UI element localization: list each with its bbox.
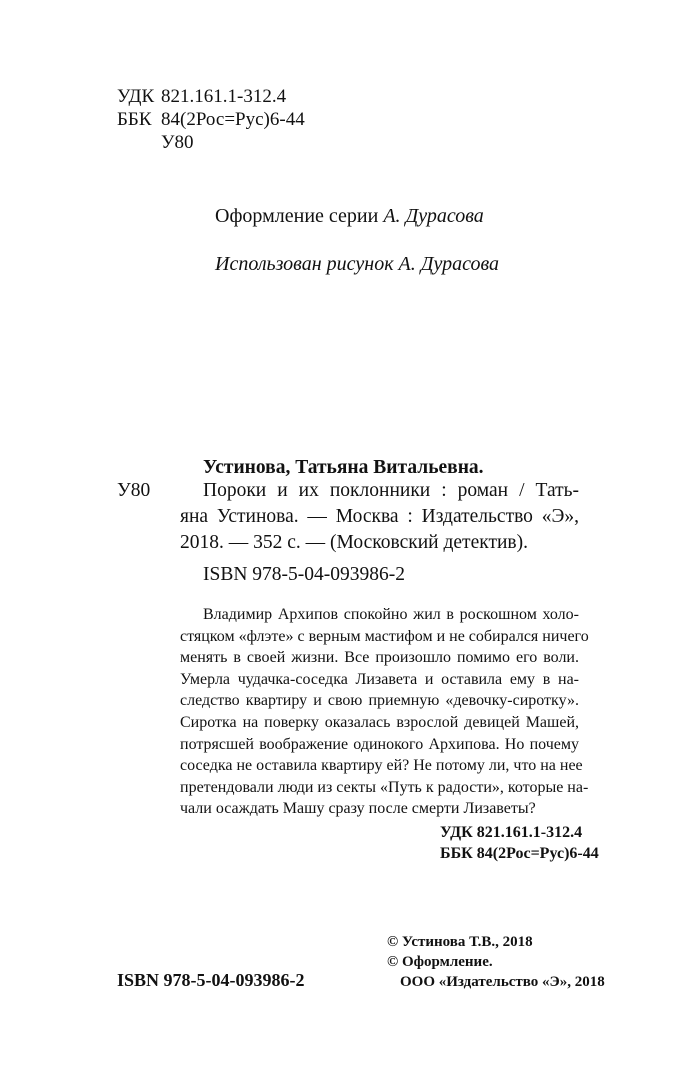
copyright-author: © Устинова Т.В., 2018 [387, 934, 533, 950]
copyright-design: © Оформление. [387, 954, 493, 970]
annotation-line: претендовали люди из секты «Путь к радости», которые на- [180, 778, 589, 796]
drawing-credit: Использован рисунок А. Дурасова [215, 253, 500, 275]
udk-label: УДК [117, 86, 155, 107]
annotation-line: Сиротка на поверку оказалась взрослой девицей Машей, [180, 714, 579, 731]
annotation-line: следство квартиру и свою приемную «девочку-сиротку». [180, 692, 579, 710]
bbk-label: ББК [117, 109, 152, 130]
header-bbk-row [117, 109, 305, 131]
annotation-line: Умерла чудачка-соседка Лизавета и оставила ему в на- [180, 670, 579, 688]
annotation-line: Владимир Архипов спокойно жил в роскошном холо- [203, 606, 579, 623]
card-line-2: яна Устинова. — Москва : Издательство «Э», [180, 506, 579, 527]
header-author-mark: У80 [161, 132, 194, 153]
card-isbn: ISBN 978-5-04-093986-2 [203, 564, 406, 585]
card-line-3: 2018. — 352 с. — (Московский детектив). [180, 532, 528, 553]
series-design-prefix: Оформление серии [215, 205, 384, 227]
series-design-credit [215, 205, 484, 228]
annotation-line: менять в своей жизни. Все произошло помимо его воли. [180, 649, 579, 667]
series-designer-name: А. Дурасова [383, 205, 484, 227]
card-line-1: Пороки и их поклонники : роман / Тать- [203, 480, 579, 501]
annotation-line: стяцком «флэте» с верным мастифом и не собирался ничего [180, 627, 589, 645]
annotation-line: потрясшей воображение одинокого Архипова. Но почему [180, 735, 579, 753]
udk-value: 821.161.1-312.4 [161, 86, 287, 107]
classification-bbk: ББК 84(2Рос=Рус)6-44 [440, 845, 599, 862]
footer-isbn: ISBN 978-5-04-093986-2 [117, 970, 305, 990]
card-author: Устинова, Татьяна Витальевна. [203, 457, 484, 478]
annotation-line: соседка не оставила квартиру ей? Не потому ли, что на нее [180, 757, 583, 775]
classification-udk: УДК 821.161.1-312.4 [440, 824, 583, 841]
card-author-mark: У80 [117, 480, 151, 501]
header-udk-row [117, 86, 286, 108]
copyright-publisher: ООО «Издательство «Э», 2018 [400, 974, 605, 990]
bbk-value: 84(2Рос=Рус)6-44 [161, 109, 305, 130]
annotation-line: чали осаждать Машу сразу после смерти Лизаветы? [180, 800, 536, 818]
